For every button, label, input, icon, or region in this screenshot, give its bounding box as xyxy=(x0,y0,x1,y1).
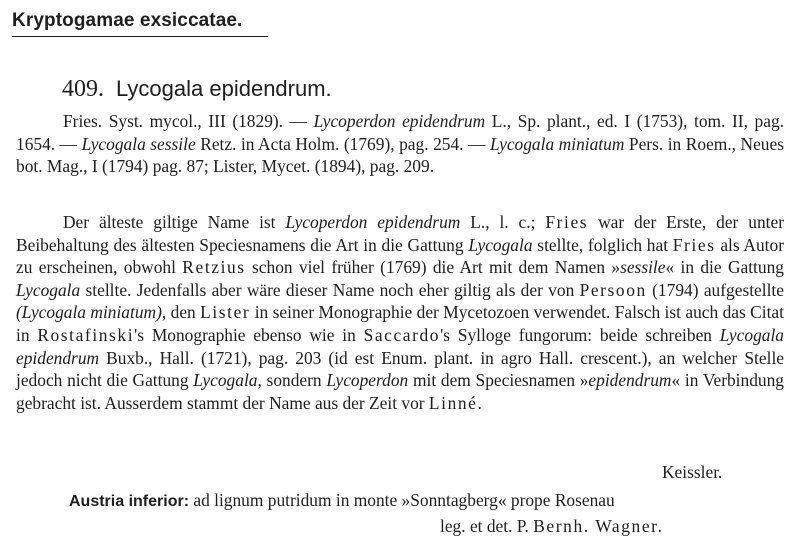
discussion-text: in seiner Monographie der Mycetozoen verwendet. Falsch ist auch das Citat in xyxy=(16,302,784,345)
discussion-text: war der Erste, der unter Beibehaltung des ältesten Speciesnamens die Art in die Gattung xyxy=(16,212,784,255)
taxon-italic: Lycoperdon epidendrum xyxy=(285,212,461,232)
person-name: Linné xyxy=(428,392,478,413)
synonym-italic: Lycogala miniatum xyxy=(489,133,625,154)
synonymy-paragraph xyxy=(16,110,784,178)
person-name: Persoon xyxy=(579,279,647,300)
author-signature: Keissler. xyxy=(662,462,723,482)
collector-line xyxy=(440,516,664,537)
entry-number: 409. xyxy=(62,76,104,102)
locality-line xyxy=(69,490,786,511)
person-name: Rostafinski xyxy=(37,324,135,345)
species-name: Lycogala epidendrum. xyxy=(116,76,332,101)
header-underline xyxy=(12,36,268,37)
person-name: Retzius xyxy=(182,257,246,278)
discussion-text: als Autor zu erscheinen, obwohl xyxy=(16,234,784,278)
synonym-italic: Lycoperdon epidendrum xyxy=(313,111,486,131)
taxon-italic: Lycoperdon xyxy=(326,370,409,391)
discussion-text: « in die Gattung xyxy=(665,257,784,278)
synonymy-text: Retz. in Acta Holm. (1769), pag. 254. — xyxy=(195,133,490,154)
discussion-text: schon viel früher (1769) die Art mit dem Namen » xyxy=(245,257,621,278)
discussion-text: stellte. Jedenfalls aber wäre dieser Name noch eher giltig als der von xyxy=(80,279,580,300)
discussion-text: , den xyxy=(161,302,201,323)
discussion-text: Buxb., Hall. (1721), pag. 203 (id est Enum. plant. in agro Hall. crescent.), an welcher Stelle jedoch nicht die Gattung xyxy=(16,347,784,391)
person-name: Fries xyxy=(545,212,589,232)
series-header: Kryptogamae exsiccatae. xyxy=(12,10,243,31)
taxon-italic: Lycogala xyxy=(193,370,258,391)
taxon-italic: epidendrum xyxy=(588,370,672,391)
taxon-italic: sessile xyxy=(620,257,666,278)
discussion-text: mit dem Speciesnamen » xyxy=(408,370,589,391)
collector-label: leg. et det. P. xyxy=(440,516,534,536)
taxon-italic: (Lycogala miniatum) xyxy=(16,302,162,323)
discussion-text: 's Sylloge fungorum: beide schreiben xyxy=(440,324,720,345)
entry-title xyxy=(62,76,332,103)
discussion-text: L., l. c.; xyxy=(460,212,546,232)
discussion-paragraph xyxy=(16,211,784,414)
locality-region: Austria inferior: xyxy=(69,493,190,510)
discussion-text: , sondern xyxy=(257,370,327,391)
synonym-italic: Lycogala sessile xyxy=(81,133,196,154)
discussion-text: Der älteste giltige Name ist xyxy=(63,212,286,232)
person-name: Fries xyxy=(672,234,716,255)
taxon-italic: Lycogala epidendrum xyxy=(16,324,784,368)
locality-text: ad lignum putridum in monte »Sonntagberg« prope Rosenau xyxy=(189,490,615,510)
taxon-italic: Lycogala xyxy=(16,279,81,300)
discussion-text: 's Monographie ebenso wie in xyxy=(134,324,364,345)
synonymy-text: L., Sp. plant., ed. I (1753), tom. II, pag. 1654. — xyxy=(16,111,784,154)
discussion-text: « in Verbindung gebracht ist. Ausserdem stammt der Name aus der Zeit vor xyxy=(16,370,784,413)
collector-name: Bernh. Wagner. xyxy=(533,516,664,536)
taxon-italic: Lycogala xyxy=(468,234,533,255)
synonymy-text: Fries. Syst. mycol., III (1829). — xyxy=(63,111,314,131)
discussion-text: (1794) aufgestellte xyxy=(646,279,784,300)
discussion-text: . xyxy=(477,392,482,413)
synonymy-text: Pers. in Roem., Neues bot. Mag., I (1794) pag. 87; Lister, Mycet. (1894), pag. 209. xyxy=(16,133,784,177)
person-name: Saccardo xyxy=(363,324,441,345)
person-name: Lister xyxy=(200,302,251,323)
discussion-text: stellte, folglich hat xyxy=(532,234,673,255)
